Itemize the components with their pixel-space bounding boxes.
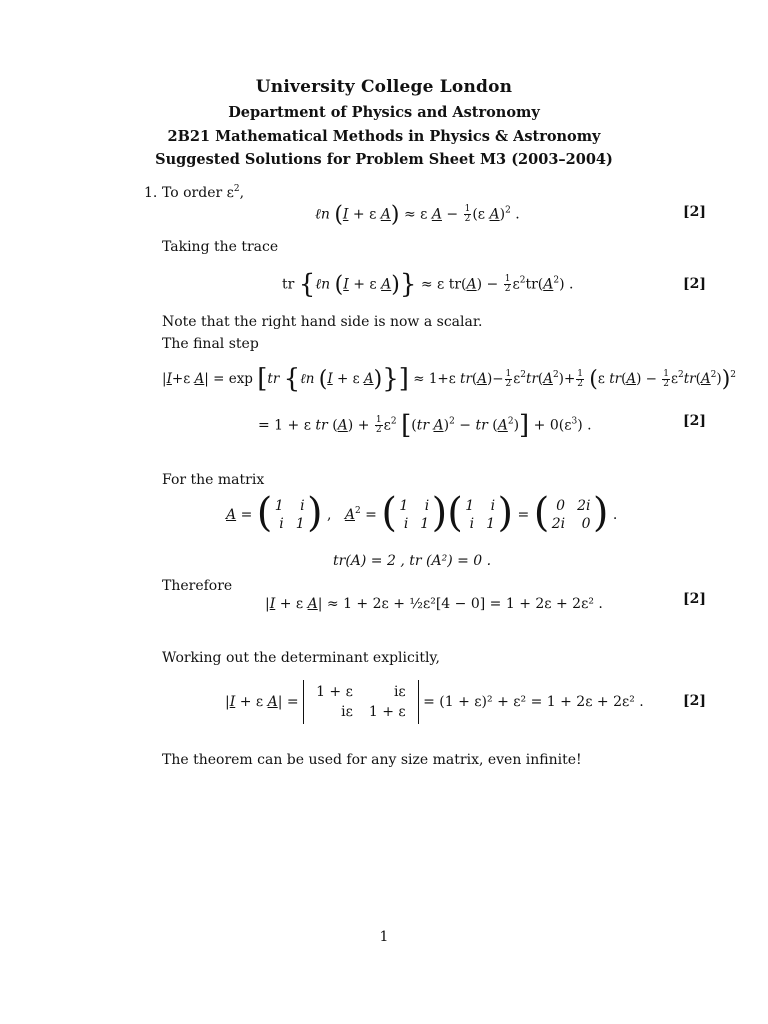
working-out-text: Working out the determinant explicitly, (162, 650, 440, 666)
matrix-cell: i (300, 498, 305, 514)
institution-title: University College London (255, 77, 513, 97)
mark-1: [2] (683, 204, 706, 220)
matrix-cell: 1 (420, 516, 430, 532)
intro-text: To order $\varepsilon^2$, (162, 184, 245, 201)
det-cell: iε (341, 704, 353, 720)
equation-expansion: = 1 + ε tr (A) + $\frac{1}{2}$ $\varepsilon^2$ [(tr A)$^2$ − tr $(A^2)] + 0(\varepsilon^3)$ . (258, 410, 592, 441)
problem-number: 1. (144, 185, 158, 201)
matrix-cell: 1 (486, 516, 496, 532)
matrix-A-squared: ( 0 2i 2i 0 ) (533, 490, 609, 536)
det-result: = (1 + ε)² + ε² = 1 + 2ε + 2ε² . (423, 694, 644, 710)
matrix-cell: 1 (399, 498, 409, 514)
equation-log-expansion: ℓn (I + ε A) ≈ ε A − $\frac{1}{2}$ (ε A)$^2$ . (315, 202, 520, 228)
equation-matrices: A = ( 1 i i 1 ) , $A^2$ = ( 1 i i 1 ) ( 1 i i 1 ) = ( 0 2i 2i 0 ) . (226, 490, 618, 536)
equation-determinant: |I + ε A| = 1 + ε iε iε 1 + ε = (1 + ε)² + ε² = 1 + 2ε + 2ε² . (225, 680, 644, 724)
matrix-cell: 0 (556, 498, 566, 514)
intro-tail: , (239, 185, 245, 201)
equation-therefore: |I + ε A| ≈ 1 + 2ε + ½ε²[4 − 0] = 1 + 2ε + 2ε² . (265, 596, 603, 612)
therefore-result: ≈ 1 + 2ε + ½ε²[4 − 0] = 1 + 2ε + 2ε² . (326, 596, 603, 612)
matrix-A-right: ( 1 i i 1 ) (447, 490, 514, 536)
matrix-cell: 1 (274, 498, 284, 514)
matrix-A-left: ( 1 i i 1 ) (381, 490, 448, 536)
det-cell: 1 + ε (368, 704, 406, 720)
matrix-A: ( 1 i i 1 ) (256, 490, 323, 536)
course-heading: 2B21 Mathematical Methods in Physics & Astronomy (167, 128, 601, 145)
matrix-cell: i (279, 516, 284, 532)
page-number: 1 (379, 929, 389, 945)
det-cell: iε (393, 684, 406, 700)
therefore-text: Therefore (162, 578, 233, 594)
matrix-cell: i (424, 498, 430, 514)
equation-traces: tr(A) = 2 , tr (A²) = 0 . (333, 553, 492, 569)
matrix-cell: i (490, 498, 496, 514)
determinant-matrix (303, 680, 419, 724)
mark-2: [2] (683, 276, 706, 292)
final-step-text: The final step (162, 336, 259, 352)
matrix-cell: 1 (295, 516, 305, 532)
note-scalar-text: Note that the right hand side is now a scalar. (162, 314, 483, 330)
intro-label: To order ε (162, 185, 234, 201)
mark-3: [2] (683, 413, 706, 429)
equation-exp: |I+ε A| = exp [tr {ℓn (I + ε A)}] ≈ 1+ε tr(A)− $\frac{1}{2}$ $\varepsilon^2tr(A^2)+$ $\frac{1}{2}$ (ε tr(A) − $\frac{1}{2}$ $\varepsilon^2tr(A^2))^2$ (162, 364, 737, 394)
matrix-cell: i (469, 516, 475, 532)
mark-5: [2] (683, 693, 706, 709)
matrix-cell: 2i (551, 516, 566, 532)
matrix-cell: 0 (581, 516, 591, 532)
mark-4: [2] (683, 591, 706, 607)
conclusion-text: The theorem can be used for any size matrix, even infinite! (162, 752, 582, 768)
for-matrix-text: For the matrix (162, 472, 265, 488)
department-heading: Department of Physics and Astronomy (228, 104, 540, 121)
matrix-cell: 1 (465, 498, 475, 514)
matrix-cell: 2i (577, 498, 591, 514)
matrix-cell: i (403, 516, 409, 532)
equation-trace: tr {ℓn (I + ε A)} ≈ ε tr(A) − $\frac{1}{2}$ $\varepsilon^2tr(A^2)$ . (282, 269, 574, 300)
sheet-subtitle: Suggested Solutions for Problem Sheet M3 (2003–2004) (155, 151, 613, 168)
taking-trace-text: Taking the trace (162, 239, 279, 255)
det-cell: 1 + ε (316, 684, 353, 700)
